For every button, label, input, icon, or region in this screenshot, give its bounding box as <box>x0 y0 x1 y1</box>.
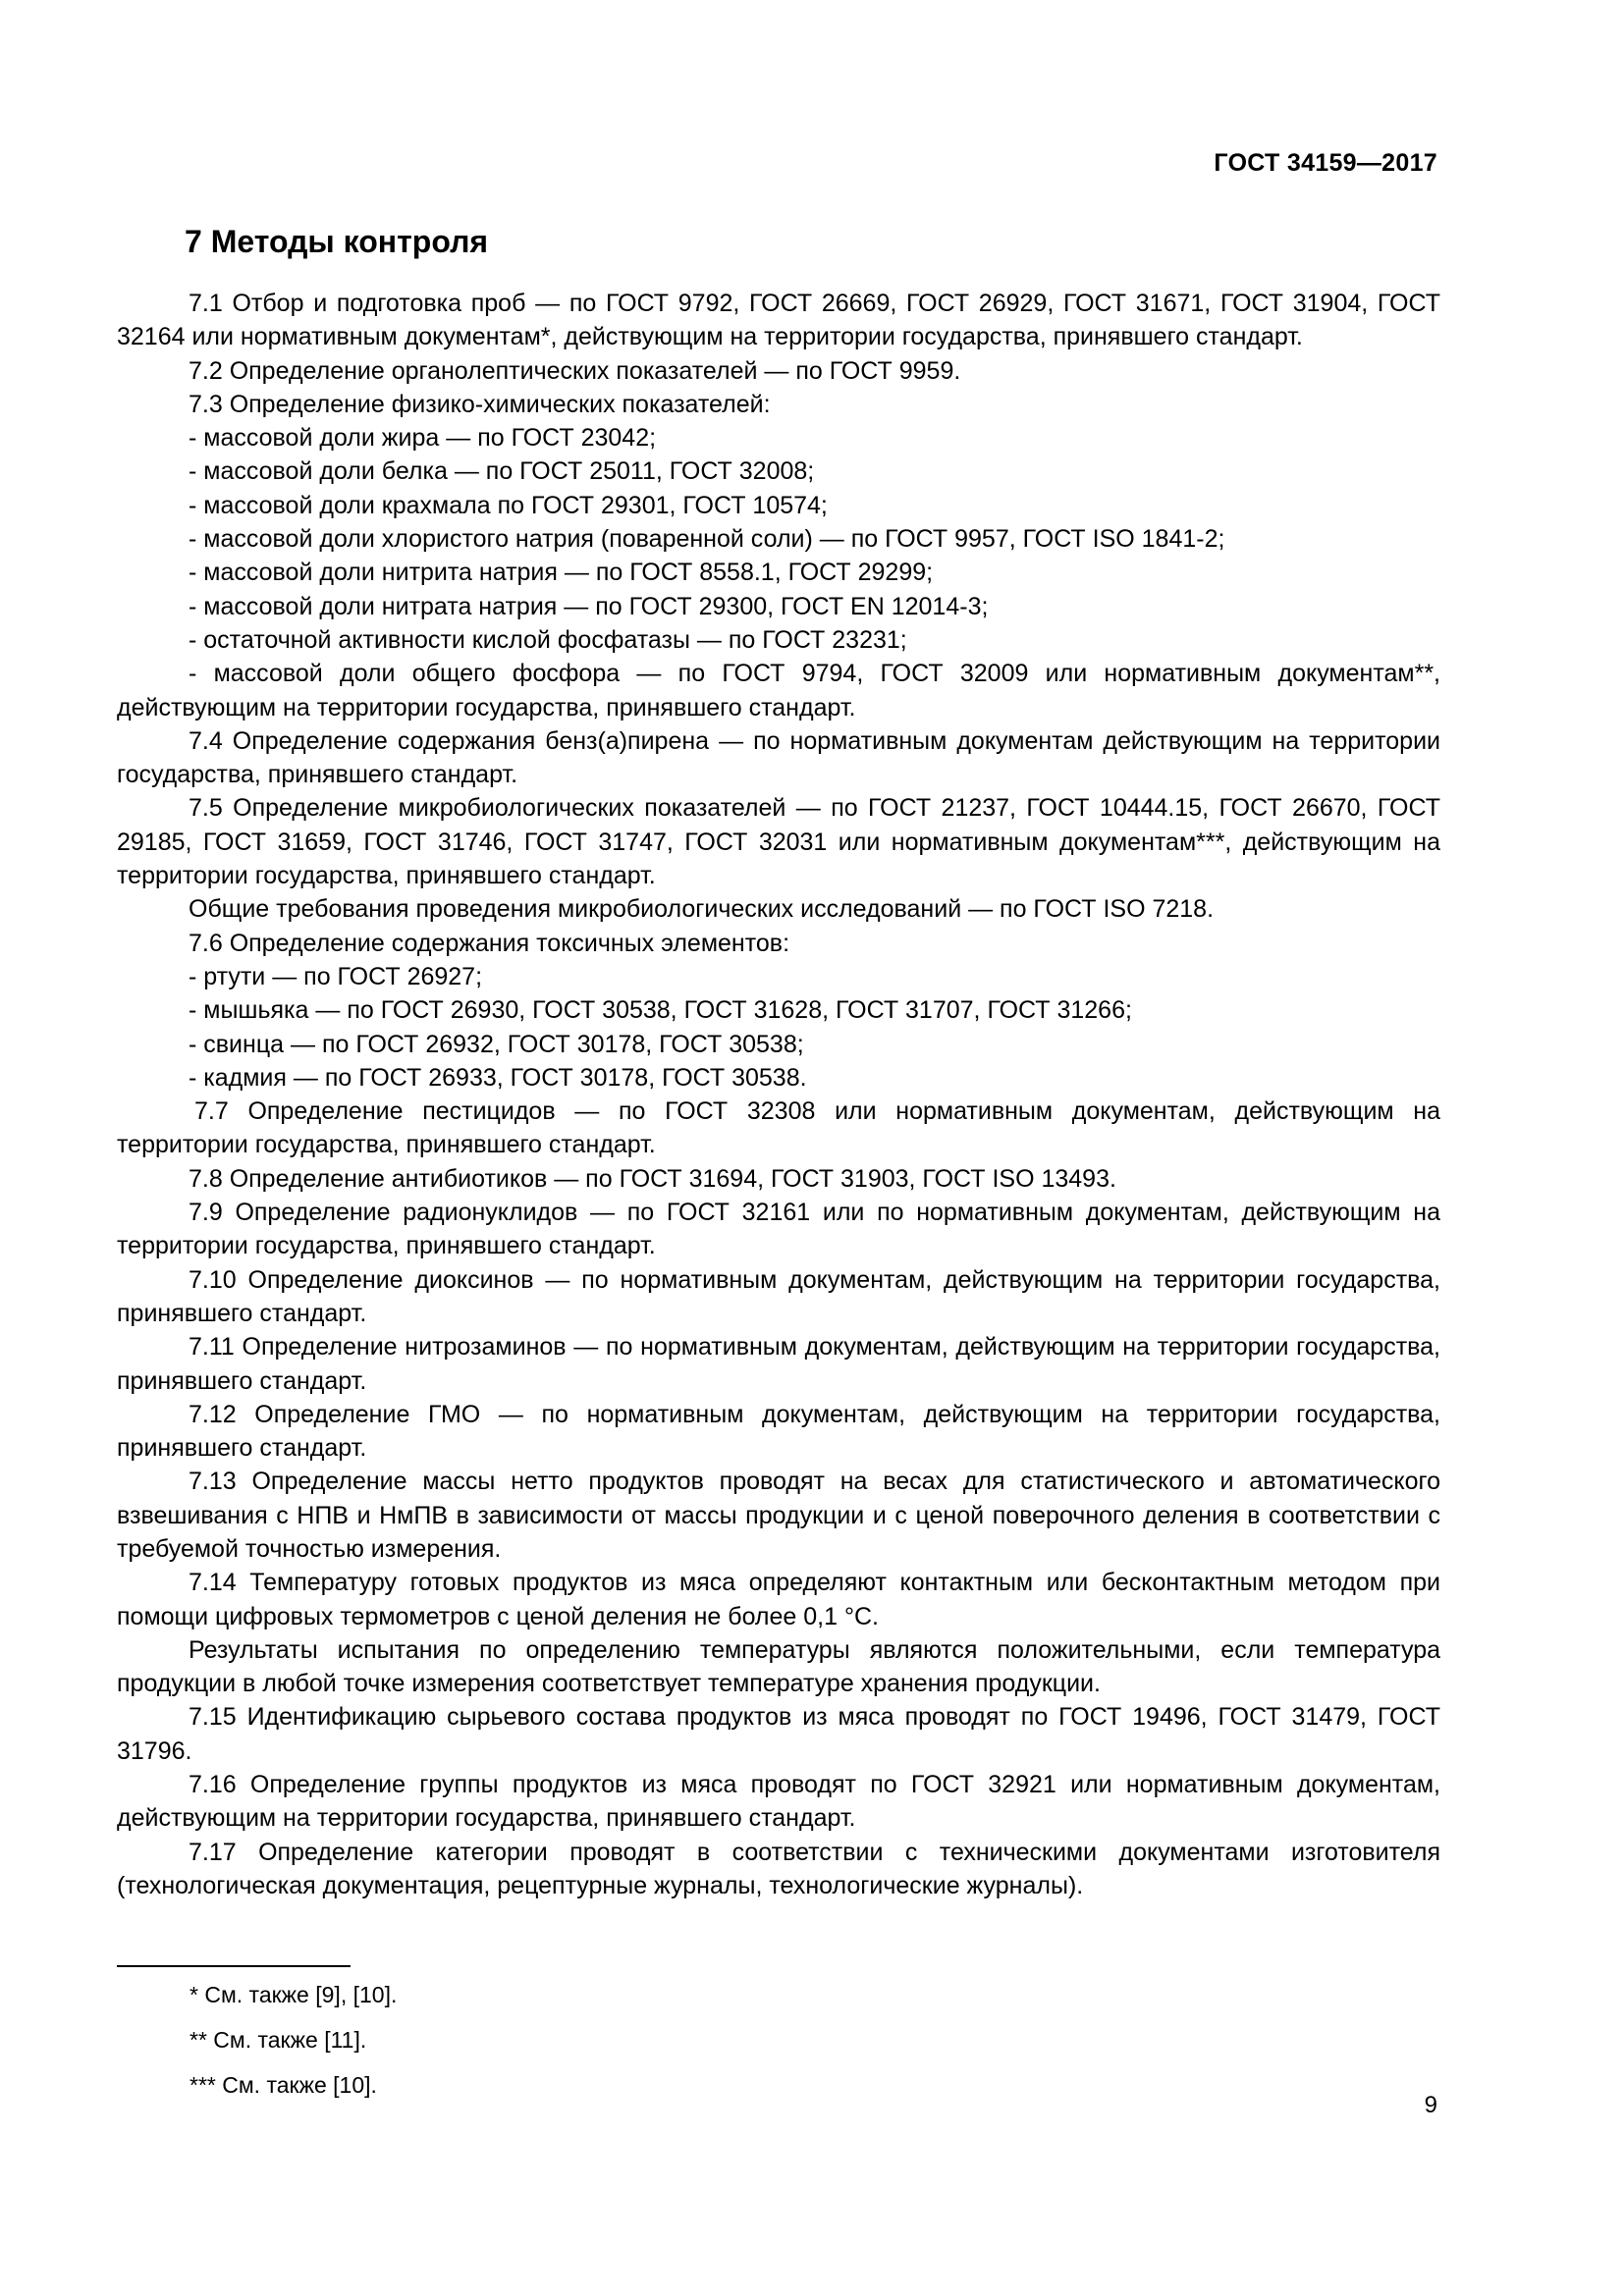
paragraph: 7.10 Определение диоксинов — по нормативным документам, действующим на территории государства, принявшего стандарт. <box>117 1265 1440 1327</box>
paragraph: 7.4 Определение содержания бенз(а)пирена — по нормативным документам действующим на территории государства, принявшего стандарт. <box>117 726 1440 789</box>
footnote: ** См. также [11]. <box>189 2027 367 2053</box>
paragraph: 7.12 Определение ГМО — по нормативным документам, действующим на территории государства, принявшего стандарт. <box>117 1400 1440 1463</box>
list-item: - остаточной активности кислой фосфатазы — по ГОСТ 23231; <box>189 625 907 654</box>
paragraph: Общие требования проведения микробиологических исследований — по ГОСТ ISO 7218. <box>189 895 1215 924</box>
footnote-separator <box>117 1965 351 1967</box>
list-item: - массовой доли крахмала по ГОСТ 29301, ГОСТ 10574; <box>189 491 828 519</box>
list-item: - массовой доли общего фосфора — по ГОСТ 9794, ГОСТ 32009 или нормативным документам**, действующим на территории государства, принявшего стандарт. <box>117 660 1440 721</box>
paragraph: 7.13 Определение массы нетто продуктов проводят на весах для статистического и автоматического взвешивания с НПВ и НмПВ в зависимости от массы продукции и с ценой поверочного деления в соответствии с требуемой точностью измерения. <box>117 1468 1440 1563</box>
footnotes <box>189 1977 397 2112</box>
footnote: *** См. также [10]. <box>189 2072 377 2098</box>
paragraph: 7.6 Определение содержания токсичных элементов: <box>189 929 790 957</box>
paragraph: 7.2 Определение органолептических показателей — по ГОСТ 9959. <box>189 356 961 385</box>
paragraph: 7.11 Определение нитрозаминов — по нормативным документам, действующим на территории государства, принявшего стандарт. <box>117 1333 1440 1395</box>
paragraph: 7.17 Определение категории проводят в соответствии с техническими документами изготовителя (технологическая документация, рецептурные журналы, технологические журналы). <box>117 1838 1440 1899</box>
paragraph: 7.15 Идентификацию сырьевого состава продуктов из мяса проводят по ГОСТ 19496, ГОСТ 31479, ГОСТ 31796. <box>117 1703 1440 1765</box>
list-item: - массовой доли хлористого натрия (поваренной соли) — по ГОСТ 9957, ГОСТ ISO 1841-2; <box>189 525 1225 554</box>
list-item: - массовой доли нитрата натрия — по ГОСТ 29300, ГОСТ EN 12014-3; <box>189 592 989 620</box>
paragraph: 7.5 Определение микробиологических показателей — по ГОСТ 21237, ГОСТ 10444.15, ГОСТ 26670, ГОСТ 29185, ГОСТ 31659, ГОСТ 31746, ГОСТ 31747, ГОСТ 32031 или нормативным документам***, действующим на территории государства, принявшего стандарт. <box>117 794 1440 890</box>
paragraph: 7.9 Определение радионуклидов — по ГОСТ 32161 или по нормативным документам, действующим на территории государства, принявшего стандарт. <box>117 1199 1440 1260</box>
paragraph: 7.8 Определение антибиотиков — по ГОСТ 31694, ГОСТ 31903, ГОСТ ISO 13493. <box>189 1164 1116 1193</box>
paragraph: 7.14 Температуру готовых продуктов из мяса определяют контактным или бесконтактным методом при помощи цифровых термометров с ценой деления не более 0,1 °С. <box>117 1569 1440 1630</box>
section-title: 7 Методы контроля <box>185 224 489 259</box>
list-item: - мышьяка — по ГОСТ 26930, ГОСТ 30538, ГОСТ 31628, ГОСТ 31707, ГОСТ 31266; <box>189 996 1132 1025</box>
list-item: - массовой доли жира — по ГОСТ 23042; <box>189 424 657 453</box>
page-number: 9 <box>1424 2092 1437 2118</box>
list-item: - кадмия — по ГОСТ 26933, ГОСТ 30178, ГОСТ 30538. <box>189 1063 807 1092</box>
footnote: * См. также [9], [10]. <box>189 1982 398 2007</box>
section-body <box>117 287 1440 1902</box>
list-item: - свинца — по ГОСТ 26932, ГОСТ 30178, ГОСТ 30538; <box>189 1030 804 1058</box>
paragraph: 7.1 Отбор и подготовка проб — по ГОСТ 9792, ГОСТ 26669, ГОСТ 26929, ГОСТ 31671, ГОСТ 31904, ГОСТ 32164 или нормативным документам*, действующим на территории государства, принявшего стандарт. <box>117 290 1440 351</box>
paragraph: Результаты испытания по определению температуры являются положительными, если температура продукции в любой точке измерения соответствует температуре хранения продукции. <box>117 1635 1440 1698</box>
document-number-header: ГОСТ 34159—2017 <box>1214 149 1437 177</box>
list-item: - массовой доли белка — по ГОСТ 25011, ГОСТ 32008; <box>189 457 815 486</box>
list-item: - массовой доли нитрита натрия — по ГОСТ 8558.1, ГОСТ 29299; <box>189 559 934 587</box>
list-item: - ртути — по ГОСТ 26927; <box>189 962 483 990</box>
paragraph: 7.16 Определение группы продуктов из мяса проводят по ГОСТ 32921 или нормативным документам, действующим на территории государства, принявшего стандарт. <box>117 1771 1440 1833</box>
paragraph: 7.3 Определение физико-химических показателей: <box>189 390 771 418</box>
paragraph: 7.7 Определение пестицидов — по ГОСТ 32308 или нормативным документам, действующим на территории государства, принявшего стандарт. <box>117 1097 1440 1159</box>
